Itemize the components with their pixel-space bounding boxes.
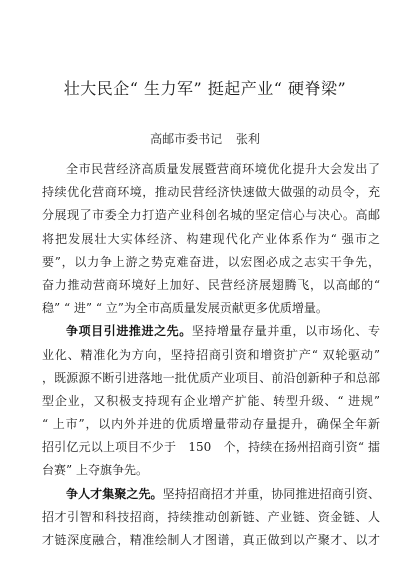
section-heading-talent: 争人才集聚之先。 <box>66 486 163 501</box>
article-title: 壮大民企“ 生力军” 挺起产业“ 硬脊梁” <box>63 79 347 98</box>
paragraph-line: 奋力推动营商环境好上加好、民营经济展翅腾飞，以高邮的“ <box>42 277 380 292</box>
paragraph-line: 招才引智和科技招商，持续推动创新链、产业链、资金链、人 <box>42 509 380 524</box>
paragraph-line: 才链深度融合，精准绘制人才图谱，真正做到以产聚才、以才 <box>42 533 380 547</box>
paragraph-line: 稳” “ 进” “ 立”为全市高质量发展贡献更多优质增量。 <box>42 301 328 316</box>
author-name: 张利 <box>235 132 260 146</box>
paragraph-line: 分展现了市委全力打造产业科创名城的坚定信心与决心。高邮 <box>42 208 380 223</box>
paragraph-line: 型企业，又积极支持现有企业增产扩能、转型升级、“ 进规” <box>42 393 380 408</box>
section-heading-projects: 争项目引进推进之先。 <box>66 324 192 339</box>
paragraph-line: 招引亿元以上项目不少于 150 个，持续在扬州招商引资“ 擂 <box>42 440 380 455</box>
byline <box>0 130 410 147</box>
paragraph-line: “ 上市”，以内外并进的优质增量带动存量提升，确保全年新 <box>42 417 380 432</box>
article-body <box>42 158 380 552</box>
paragraph-line: 要”，以力争上游之势克难奋进，以宏图必成之志实干争先， <box>42 254 380 269</box>
paragraph-text: 坚持增量存量并重，以市场化、专 <box>191 324 380 339</box>
paragraph-line <box>42 320 380 343</box>
paragraph-line: 台赛” 上夺旗争先。 <box>42 463 148 478</box>
paragraph-line: 将把发展壮大实体经济、构建现代化产业体系作为“ 强市之 <box>42 231 380 246</box>
paragraph-text: 坚持招商招才并重，协同推进招商引资、 <box>162 486 380 501</box>
paragraph-line <box>42 483 380 506</box>
author-role: 高邮市委书记 <box>150 132 223 146</box>
paragraph-line: 全市民营经济高质量发展暨营商环境优化提升大会发出了 <box>66 162 380 176</box>
paragraph-line: 业化、精准化为方向，坚持招商引资和增资扩产“ 双轮驱动” <box>42 347 380 362</box>
paragraph-line: 持续优化营商环境，推动民营经济快速做大做强的动员令，充 <box>42 185 380 200</box>
paragraph-line: ，既源源不断引进落地一批优质产业项目、前沿创新种子和总部 <box>42 370 380 385</box>
